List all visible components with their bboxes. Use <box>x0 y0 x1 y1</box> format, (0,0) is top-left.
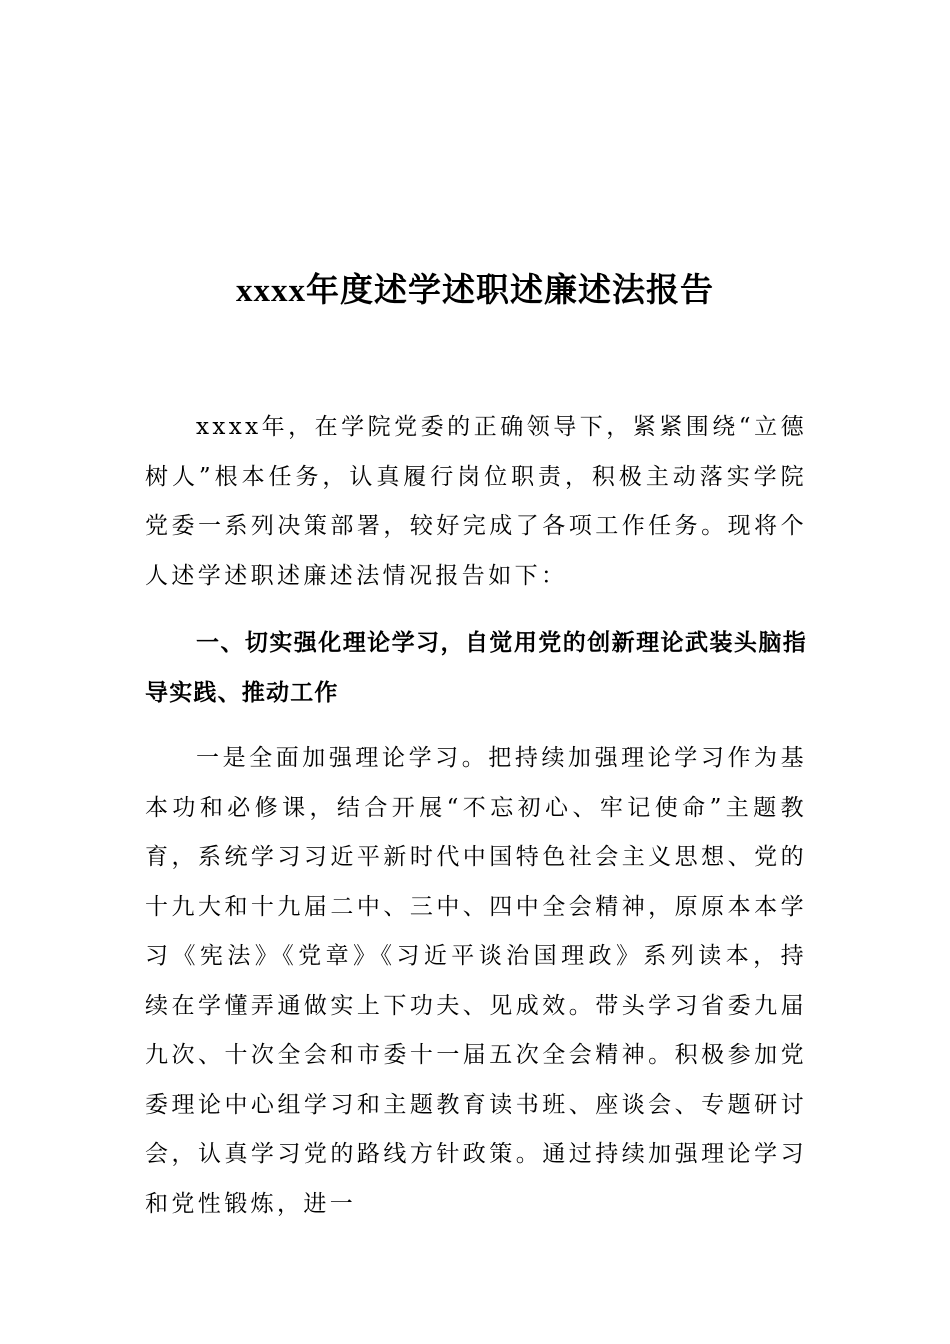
section-1-body: 把持续加强理论学习作为基本功和必修课，结合开展“不忘初心、牢记使命”主题教育，系统学习习近平新时代中国特色社会主义思想、党的十九大和十九届二中、三中、四中全会精神，原原本本学习《宪法》《党章》《习近平谈治国理政》系列读本，持续在学懂弄通做实上下功夫、见成效。带头学习省委九届九次、十次全会和市委十一届五次全会精神。积极参加党委理论中心组学习和主题教育读书班、座谈会、专题研讨会，认真学习党的路线方针政策。通过持续加强理论学习和党性锻炼，进一 <box>145 745 807 1217</box>
section-1-lead: 一是全面加强理论学习。 <box>196 745 489 771</box>
section-1-paragraph <box>145 734 807 1229</box>
section-1-heading: 一、切实强化理论学习，自觉用党的创新理论武装头脑指导实践、推动工作 <box>145 630 807 706</box>
intro-paragraph: xxxx年，在学院党委的正确领导下，紧紧围绕“立德树人”根本任务，认真履行岗位职责，积极主动落实学院党委一系列决策部署，较好完成了各项工作任务。现将个人述学述职述廉述法情况报告如下： <box>145 414 807 589</box>
title-text: 年度述学述职述廉述法报告 <box>306 270 714 309</box>
document-title <box>0 268 950 313</box>
title-year: xxxx <box>236 273 306 309</box>
